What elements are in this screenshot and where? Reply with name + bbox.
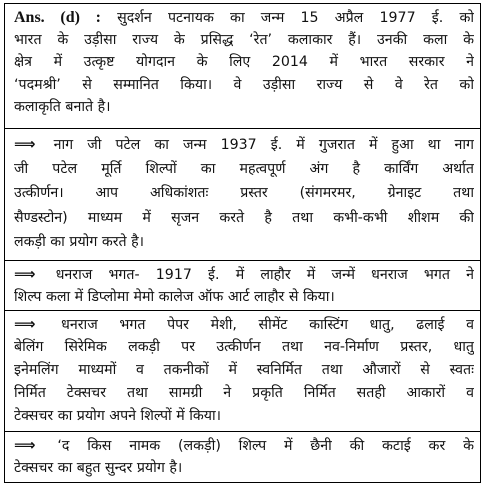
text-line: जी पटेल मूर्ति शिल्पों का महत्वपूर्ण अंग है कार्विंग अर्थात [14,161,474,177]
paragraph-the-kiss [5,431,480,482]
paragraph-dhanraj-bhagat-bio [5,260,480,310]
text-line [14,7,474,29]
text-line: इनेमलिंग माध्यमों व तकनीकों में स्वनिर्मित तथा औजारों से स्वतः [14,362,474,378]
text-line: टेक्सचर का प्रयोग अपने शिल्पों में किया। [14,408,222,424]
text-line-content: सुदर्शन पटनायक का जन्म 15 अप्रैल 1977 ई. को [117,10,474,26]
text-line-content: ‘द किस नामक (लकड़ी) शिल्प में छैनी की कटाई कर के [57,438,474,454]
text-line-content: धनराज भगत- 1917 ई. में लाहौर में जन्में धनराज भगत ने [55,267,474,283]
arrow-icon: ⟹ [14,315,36,333]
text-line: कलाकृति बनाते है। [14,99,111,115]
arrow-icon: ⟹ [14,436,36,454]
paragraph-dhanraj-bhagat-works [5,310,480,431]
text-line: उत्कीर्णन। आप अधिकांशतः प्रस्तर (संगमरमर, ग्रेनाइट तथा [14,185,474,201]
text-line: भारत के उड़ीसा राज्य के प्रसिद्ध ‘रेत’ कलाकार हैं। उनकी कला के [14,32,474,48]
text-line: टेक्सचर का बहुत सुन्दर प्रयोग है। [14,460,183,476]
text-line [14,434,474,456]
paragraph-nagji-patel [5,128,480,260]
text-line [14,263,474,285]
answer-explanation-box [4,3,481,483]
answer-label: Ans. (d) : [14,9,101,26]
text-line: ‘पदमश्री’ से सम्मानित किया। वे उड़ीसा राज्य से वे रेत को [14,77,474,93]
arrow-icon: ⟹ [14,265,36,283]
arrow-icon: ⟹ [14,135,36,153]
text-line [14,133,474,155]
text-line-content: नाग जी पटेल का जन्म 1937 ई. में गुजरात में हुआ था नाग [53,137,474,153]
text-line [14,313,474,335]
text-line-content: धनराज भगत पेपर मेशी, सीमेंट कास्टिंग धातु, ढलाई व [61,317,474,333]
text-line: शिल्प कला में डिप्लोमा मेमो कालेज ऑफ आर्ट लाहौर से किया। [14,289,335,305]
text-line: निर्मित टेक्सचर तथा सामग्री ने प्रकृति निर्मित सतही आकारों व [14,385,474,401]
text-line: बेलिंग सिरेमिक लकड़ी पर उत्कीर्णन तथा नव-निर्माण प्रस्तर, धातु [14,339,474,355]
text-line: सैण्डस्टोन) माध्यम में सृजन करते है तथा कभी-कभी शीशम की [14,210,474,226]
paragraph-sudarshan-patnaik [5,4,480,128]
text-line: लकड़ी का प्रयोग करते है। [14,234,145,250]
text-line: क्षेत्र में उत्कृष्ट योगदान के लिए 2014 में भारत सरकार ने [14,54,474,70]
